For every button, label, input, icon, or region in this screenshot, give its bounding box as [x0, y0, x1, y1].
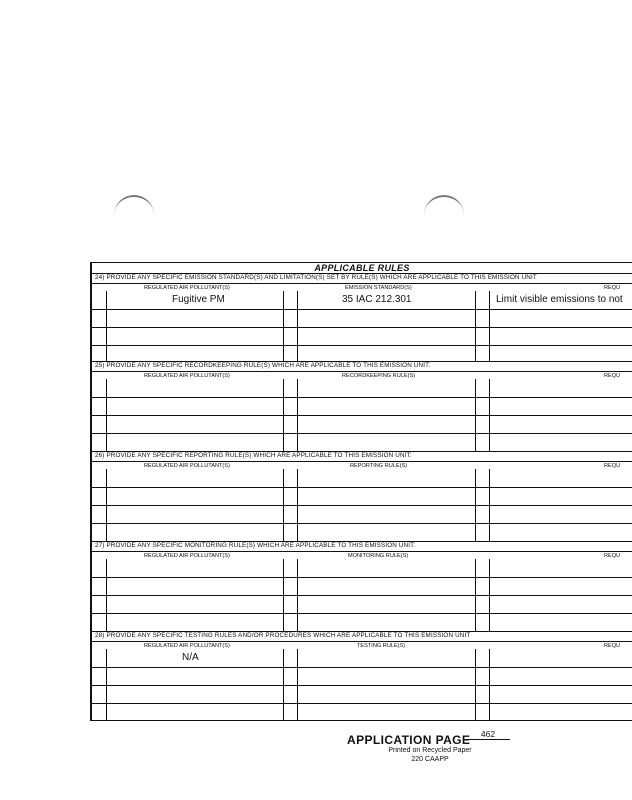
form-code: 220 CAAPP: [411, 756, 449, 763]
section-monitoring: [92, 541, 632, 631]
col-req-header: REQU: [604, 285, 621, 291]
entry-grid: [92, 649, 632, 721]
question-26: 26) PROVIDE ANY SPECIFIC REPORTING RULE(S) WHICH ARE APPLICABLE TO THIS EMISSION UNIT:: [92, 451, 632, 462]
cell-pollutant: N/A: [182, 652, 199, 663]
section-testing: [92, 631, 632, 721]
col-rule-header: EMISSION STANDARD(S): [345, 285, 412, 291]
application-page-label: APPLICATION PAGE: [347, 733, 471, 747]
col-rule-header: TESTING RULE(S): [357, 643, 406, 649]
scan-artifact-left: [114, 195, 154, 227]
question-27: 27) PROVIDE ANY SPECIFIC MONITORING RULE(S) WHICH ARE APPLICABLE TO THIS EMISSION UNIT:: [92, 541, 632, 552]
applicable-rules-form: [90, 262, 632, 721]
question-24: 24) PROVIDE ANY SPECIFIC EMISSION STANDARD(S) AND LIMITATION(S) SET BY RULE(S) WHICH ARE APPLICABLE TO THIS EMISSION UNIT: [92, 273, 632, 284]
col-pollutant-header: REGULATED AIR POLLUTANT(S): [144, 553, 230, 559]
col-req-header: REQU: [604, 463, 621, 469]
cell-pollutant: Fugitive PM: [172, 294, 225, 305]
col-pollutant-header: REGULATED AIR POLLUTANT(S): [144, 285, 230, 291]
col-pollutant-header: REGULATED AIR POLLUTANT(S): [144, 643, 230, 649]
section-reporting: [92, 451, 632, 541]
entry-grid: [92, 559, 632, 631]
col-req-header: REQU: [604, 373, 621, 379]
section-emission-standards: [92, 273, 632, 361]
form-title: APPLICABLE RULES: [314, 263, 410, 273]
col-req-header: REQU: [604, 643, 621, 649]
recycled-paper-note: Printed on Recycled Paper: [388, 747, 472, 754]
col-rule-header: RECORDKEEPING RULE(S): [342, 373, 416, 379]
section-recordkeeping: [92, 361, 632, 451]
col-req-header: REQU: [604, 553, 621, 559]
cell-rule: 35 IAC 212.301: [342, 294, 412, 305]
col-pollutant-header: REGULATED AIR POLLUTANT(S): [144, 373, 230, 379]
question-28: 28) PROVIDE ANY SPECIFIC TESTING RULES AND/OR PROCEDURES WHICH ARE APPLICABLE TO THIS EMISSION UNIT: [92, 631, 632, 642]
col-pollutant-header: REGULATED AIR POLLUTANT(S): [144, 463, 230, 469]
question-25: 25) PROVIDE ANY SPECIFIC RECORDKEEPING RULE(S) WHICH ARE APPLICABLE TO THIS EMISSION UNIT:: [92, 361, 632, 372]
col-rule-header: REPORTING RULE(S): [350, 463, 408, 469]
cell-requirement: Limit visible emissions to not: [496, 294, 623, 305]
entry-grid: [92, 291, 632, 361]
scan-artifact-right: [424, 195, 464, 227]
col-rule-header: MONITORING RULE(S): [348, 553, 409, 559]
page-number: 462: [466, 729, 510, 740]
entry-grid: [92, 379, 632, 451]
entry-grid: [92, 469, 632, 541]
